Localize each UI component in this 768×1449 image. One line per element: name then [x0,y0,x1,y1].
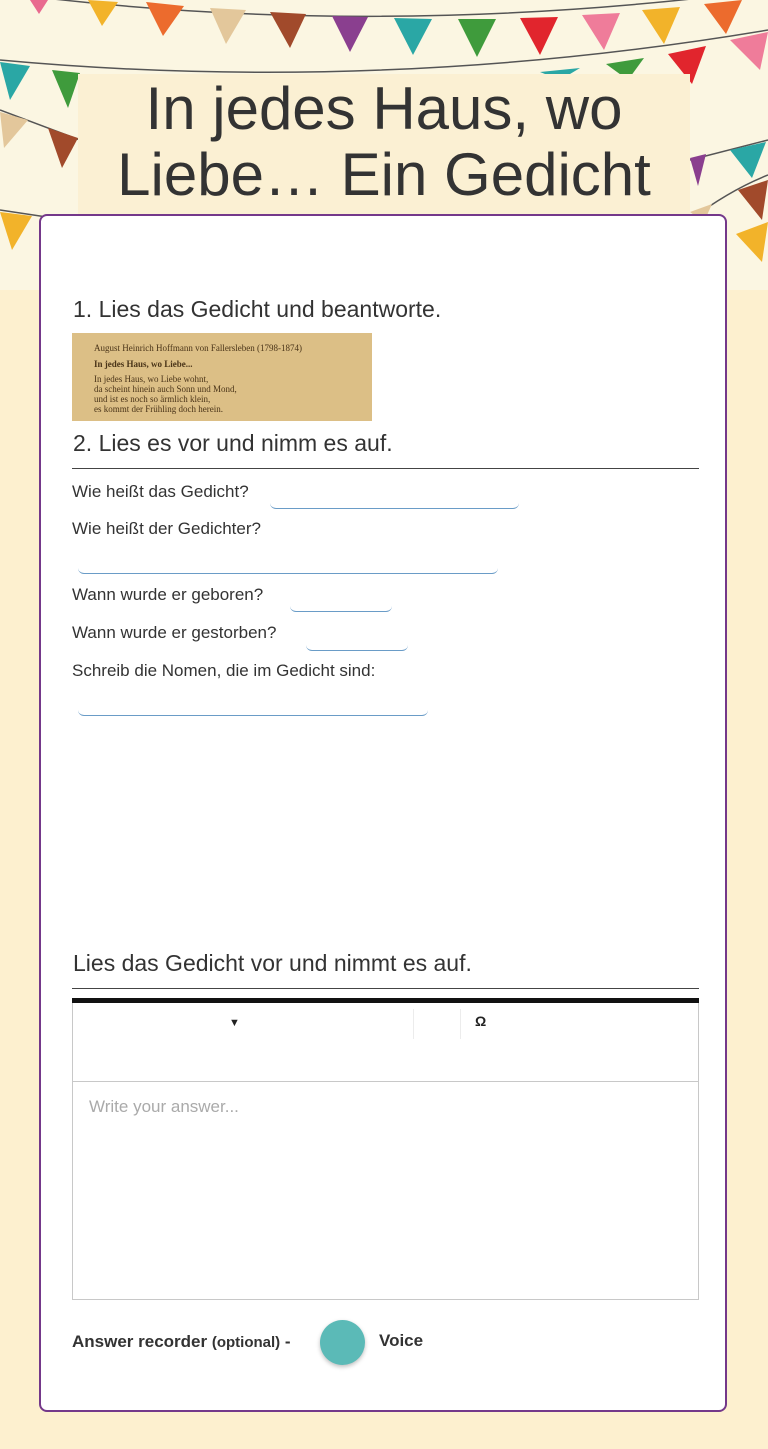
poem-image [72,333,372,421]
question-3-divider [72,988,699,989]
field-label-born: Wann wurde er geboren? [72,585,264,604]
answer-textarea[interactable]: Write your answer... [89,1097,239,1116]
nouns-input[interactable] [78,691,428,716]
recorder-separator: - [284,1332,291,1351]
poem-lines [94,374,350,414]
born-year-input[interactable] [290,587,392,612]
field-label-poet: Wie heißt der Gedichter? [72,519,261,538]
died-year-input[interactable] [306,626,408,651]
question-2-heading: 2. Lies es vor und nimm es auf. [73,430,393,456]
question-2-divider [72,468,699,469]
poem-line: und ist es noch so ärmlich klein, [94,394,211,404]
poem-line: In jedes Haus, wo Liebe wohnt, [94,374,209,384]
field-label-nouns: Schreib die Nomen, die im Gedicht sind: [72,661,376,680]
answer-recorder-label [72,1332,291,1352]
editor-toolbar [73,1003,698,1082]
poet-input[interactable] [78,549,498,574]
poem-title-input[interactable] [270,484,519,509]
answer-recorder [72,1318,672,1366]
omega-icon[interactable]: Ω [475,1013,487,1029]
toolbar-separator [460,1009,461,1039]
question-1-heading: 1. Lies das Gedicht und beantworte. [73,296,442,322]
recorder-label-text: Answer recorder [72,1332,208,1351]
poem-title: In jedes Haus, wo Liebe... [94,359,193,369]
format-dropdown-caret-icon[interactable]: ▼ [229,1017,240,1029]
worksheet-card [39,214,727,1412]
field-label-poem-title: Wie heißt das Gedicht? [72,482,249,501]
record-voice-button[interactable] [320,1320,365,1365]
recorder-optional-text: (optional) [211,1334,281,1351]
voice-label: Voice [379,1331,424,1350]
field-label-died: Wann wurde er gestorben? [72,623,277,642]
poem-line: da scheint hinein auch Sonn und Mond, [94,384,237,394]
poem-author: August Heinrich Hoffmann von Fallersleben (1798-1874) [94,343,303,353]
page-title: In jedes Haus, wo Liebe… Ein Gedicht [117,75,651,208]
toolbar-separator [413,1009,414,1039]
poem-line: es kommt der Frühling doch herein. [94,404,223,414]
rich-text-editor [72,998,699,1300]
question-3-heading: Lies das Gedicht vor und nimmt es auf. [73,950,472,976]
